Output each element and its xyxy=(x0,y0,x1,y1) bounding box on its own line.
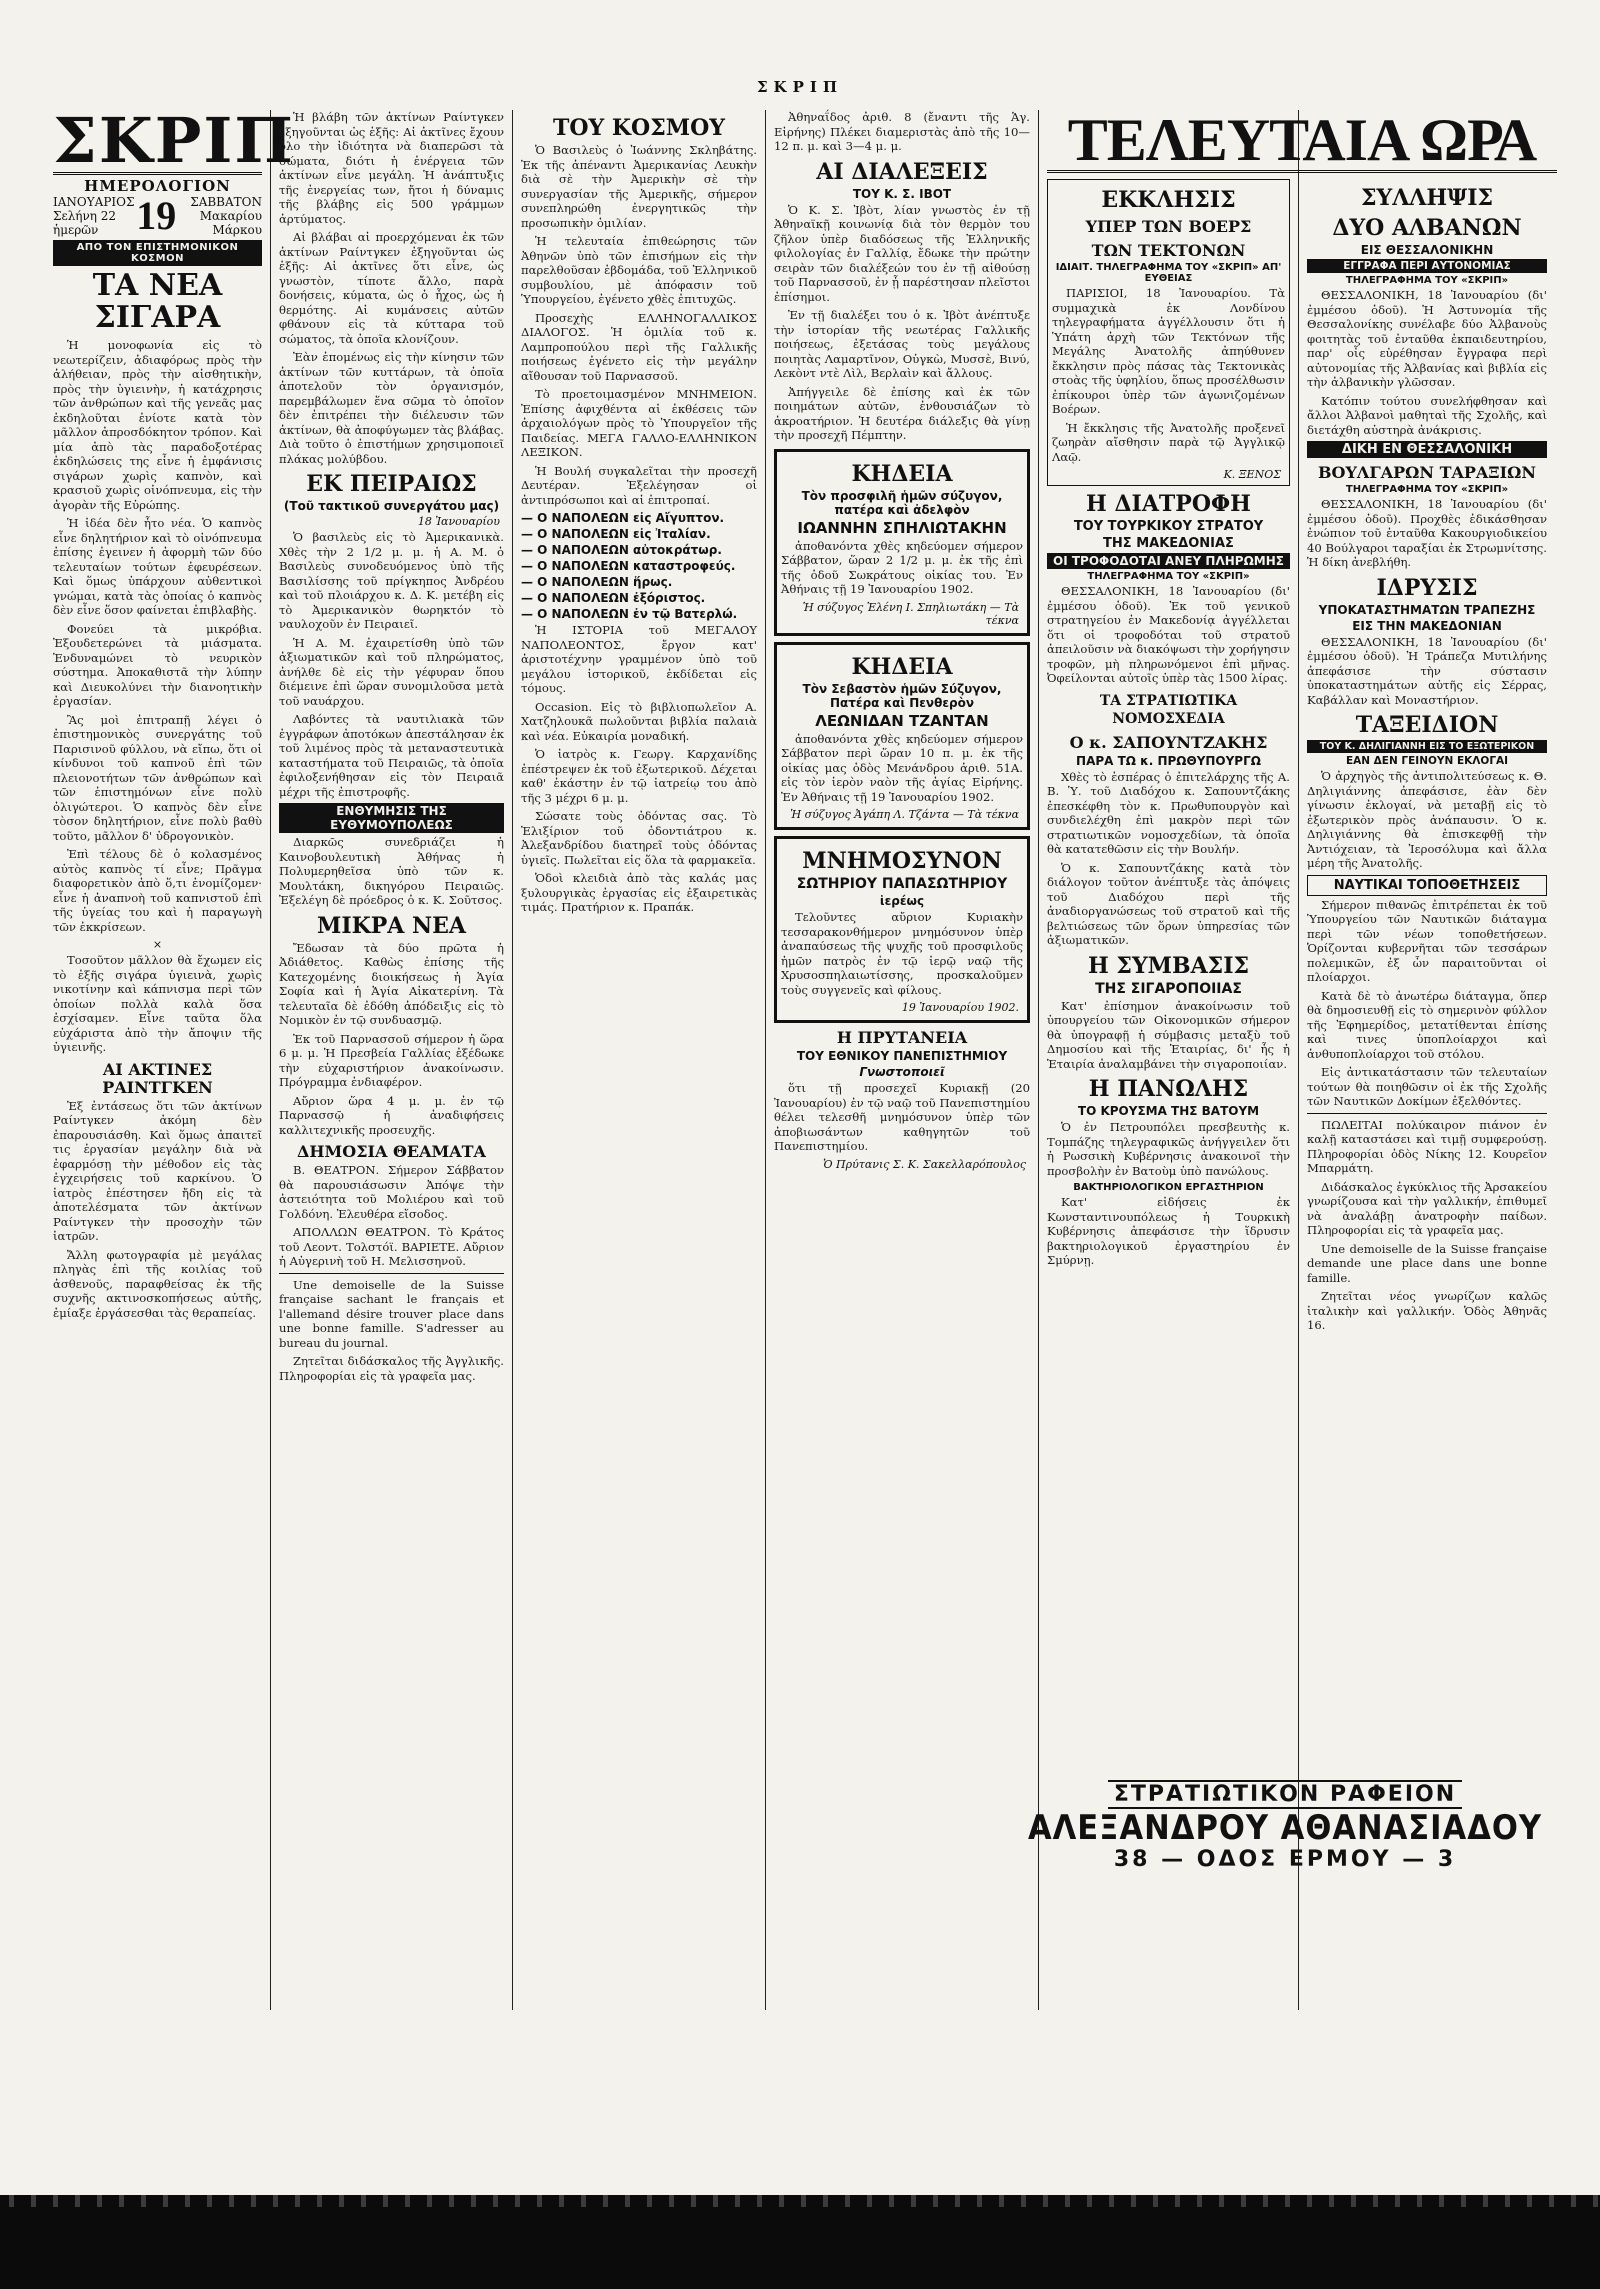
article-headline: ΤΑ ΣΤΡΑΤΙΩΤΙΚΑ ΝΟΜΟΣΧΕΔΙΑ xyxy=(1099,692,1238,727)
article-paragraph: ΘΕΣΣΑΛΟΝΙΚΗ, 18 Ἰανουαρίου (δι' ἐμμέσου ὁδοῦ). Προχθὲς ἐδικάσθησαν ἐνώπιον τοῦ ἐνταῦθα Κακουργιοδικείου 40 Βούλγαροι ταραξίαι ἐκ Στρωμνίτσης. Ἡ δίκη ἀνεβλήθη. xyxy=(1307,497,1547,569)
article-subhead: ΤΟΥ ΕΘΝΙΚΟΥ ΠΑΝΕΠΙΣΤΗΜΙΟΥ xyxy=(796,1049,1008,1063)
divider xyxy=(279,1273,504,1274)
notice-signature: Ἡ σύζυγος Ἀγάπη Λ. Τζάντα — Τὰ τέκνα xyxy=(790,808,1019,821)
article-paragraph: Διαρκῶς συνεδριάζει ἡ Καινοβουλευτικὴ Ἀθήνας ἡ Πολυμερηθεῖσα ὑπὸ τῶν κ. Μουλτάκη, δικηγόρου Πειραιῶς. Ἐξελέγη δὲ πρόεδρος ὁ κ. Κ. Σοῦτσος. xyxy=(279,835,504,907)
ad-line-2: ΑΛΕΞΑΝΔΡΟΥ ΑΘΑΝΑΣΙΑΔΟΥ xyxy=(1027,1808,1543,1848)
almanac-left xyxy=(53,195,136,237)
classified-ad: Ζητεῖται νέος γνωρίζων καλῶς ἰταλικὴν καὶ γαλλικήν. Ὁδὸς Ἀθηνᾶς 16. xyxy=(1307,1289,1547,1332)
notice-intro: Τὸν προσφιλῆ ἡμῶν σύζυγον, πατέρα καὶ ἀδελφὸν xyxy=(801,488,1003,517)
notice-text: ἀποθανόντα χθὲς κηδεύομεν σήμερον Σάββατον περὶ ὥραν 10 π. μ. ἐκ τῆς οἰκίας μας ὁδὸς Μενάνδρου ἀριθ. 51Α. εἰς τὸν ἱερὸν ναὸν τῆς ἁγίας Εἰρήνης. Ἐν Ἀθήναις τῇ 19 Ἰανουαρίου 1902. xyxy=(781,731,1023,804)
article-headline: Η ΠΑΝΩΛΗΣ xyxy=(1088,1076,1249,1102)
article-subhead: ΤΟ ΚΡΟΥΣΜΑ ΤΗΣ ΒΑΤΟΥΜ xyxy=(1077,1104,1260,1118)
article-paragraph: ΘΕΣΣΑΛΟΝΙΚΗ, 18 Ἰανουαρίου (δι' ἐμμέσου ὁδοῦ). Ἡ Ἀστυνομία τῆς Θεσσαλονίκης συνέλαβε δύο Ἀλβανοὺς φοιτητὰς τοῦ ἐνταῦθα ἐκπαιδευτηρίου, παρ' οἷς εὑρέθησαν ἔγγραφα περὶ αὐτονομίας τῆς Ἀλβανίας καὶ βιβλία εἰς τὴν ἀλβανικὴν γλῶσσαν. xyxy=(1307,288,1547,389)
almanac-right xyxy=(176,195,262,237)
article-headline: ΑΙ ΔΙΑΛΕΞΕΙΣ xyxy=(816,158,988,185)
running-head xyxy=(30,78,1570,96)
classified-ad: Ζητεῖται διδάσκαλος τῆς Ἀγγλικῆς. Πληροφορίαι εἰς τὰ γραφεῖα μας. xyxy=(279,1354,504,1383)
column-6 xyxy=(1299,110,1555,2010)
article-headline: ΤΑΞΕΙΔΙΟΝ xyxy=(1355,712,1499,738)
classified-ad: ΠΩΛΕΙΤΑΙ πολύκαιρον πιάνον ἐν καλῇ καταστάσει καὶ τιμῇ συμφερούσῃ. Πληροφορίαι ὁδὸς Νίκης 12. Κουρεῖον Μπαρμάτη. xyxy=(1307,1117,1547,1175)
article-paragraph: Ἡ Βουλή συγκαλεῖται τὴν προσεχῆ Δευτέραν. Ἐξελέγησαν οἱ ἀντιπρόσωποι καὶ αἱ ἐπιτροπαί. xyxy=(521,463,757,507)
article-paragraph: Ὁ κ. Σαπουντζάκης κατὰ τὸν διάλογον τοῦτον ἀνέπτυξε τὰς ἀπόψεις τοῦ Διαδόχου περὶ τῆς ἀναδιοργανώσεως τοῦ στρατοῦ καὶ τῆς βελτιώσεως τῶν ὅρων ὑπηρεσίας τῶν ἀξιωματικῶν. xyxy=(1047,860,1290,947)
article-paragraph: Ἐπὶ τέλους δὲ ὁ κολασμένος αὐτὸς καπνὸς τί εἶνε; Πρᾶγμα διαφορετικὸν ἀπὸ ὅ,τι ἐνομίζομεν· εἶνε ἡ ἀναπνοὴ τοῦ καπνιστοῦ ἐπὶ τῆς ὑγείας του καὶ ἡ παραγωγὴ τῶν ἐκκρίσεων. xyxy=(53,847,262,934)
list-item: — Ο ΝΑΠΟΛΕΩΝ ἐν τῷ Βατερλώ. xyxy=(521,607,738,621)
almanac-weekday: ΣΑΒΒΑΤΟΝ xyxy=(190,195,262,209)
article-paragraph: Σήμερον πιθανῶς ἐπιτρέπεται ἐκ τοῦ Ὑπουργείου τῶν Ναυτικῶν διάταγμα περὶ τῶν νέων τοποθετήσεων. Ὁρίζονται κυβερνῆται τῶν τεσσάρων πολεμικῶν, ἐξ ὧν παραιτοῦνται οἱ πλοίαρχοι. xyxy=(1307,897,1547,984)
article-paragraph: ΘΕΣΣΑΛΟΝΙΚΗ, 18 Ἰανουαρίου (δι' ἐμμέσου ὁδοῦ). Ἐκ τοῦ γενικοῦ στρατηγείου ἐν Μακεδονίᾳ ἀγγέλλεται ὅτι οἱ τροφοδόται τοῦ στρατοῦ ἀπειλοῦσιν νὰ διακόψωσι τὴν χορήγησιν τροφῶν, μὴ πληρωνόμενοι ἐπὶ μῆνας. Ὀφείλονται αὐτοῖς ὑπὲρ τὰς 1500 λίρας. xyxy=(1047,584,1290,685)
almanac-day: 19 xyxy=(136,193,177,238)
article-headline: ΑΙ ΑΚΤΙΝΕΣ ΡΑΙΝΤΓΚΕΝ xyxy=(102,1059,213,1097)
article-paragraph: Αἱ βλάβαι αἱ προερχόμεναι ἐκ τῶν ἀκτίνων Ραίντγκεν ἐξηγοῦνται ὡς ἑξῆς: Αἱ ἀκτῖνες ὅτι εἶνε, ὡς γνωστὸν, τίποτε ἄλλο, παρὰ δονήσεις, κύματα, ὡς ὁ ἦχος, ὡς ἡ θερμότης. Αἱ κυμάνσεις αὐτῶν φθάνουν εἰς τὰ κύτταρα τοῦ σώματος, τὰ ὁποῖα κλονίζουν. xyxy=(279,230,504,346)
funeral-notice xyxy=(774,449,1030,636)
article-paragraph: Ἀπήγγειλε δὲ ἐπίσης καὶ ἐκ τῶν ποιημάτων αὐτῶν, ἐνθουσιάζων τὸ ἀκροατήριον. Ἡ δευτέρα διάλεξις θὰ γίνῃ τὴν προσεχῆ Πέμπτην. xyxy=(774,384,1030,442)
article-paragraph: Ὁ Κ. Σ. Ἰβὸτ, λίαν γνωστὸς ἐν τῇ Ἀθηναϊκῇ κοινωνίᾳ διὰ τὸν θερμὸν του ζῆλον ὑπὲρ διαδόσεως τῆς Ἑλληνικῆς φιλολογίας ἐν Γαλλίᾳ, ἔδωκε τὴν πρώτην σειρὰν τῶν διαλέξεών του ἐν τῇ αἰθούσῃ τοῦ Παρνασσοῦ, ἐν ᾗ παρέστησαν πλεῖστοι ἐπίσημοι. xyxy=(774,202,1030,304)
almanac-title: ΗΜΕΡΟΛΟΓΙΟΝ xyxy=(84,177,231,195)
article-headline: Ο κ. ΣΑΠΟΥΝΤΖΑΚΗΣ xyxy=(1069,732,1268,752)
article-headline: ΤΩΝ ΤΕΚΤΟΝΩΝ xyxy=(1091,241,1246,260)
article-paragraph: Προσεχὴς ΕΛΛΗΝΟΓΑΛΛΙΚΟΣ ΔΙΑΛΟΓΟΣ. Ἡ ὁμιλία τοῦ κ. Λαμπροπούλου περὶ τῆς Γαλλικῆς ποιήσεως ἐγένετο εἰς τὴν μεγάλην αἴθουσαν τοῦ Παρνασσοῦ. xyxy=(521,310,757,383)
notice-title: ΜΝΗΜΟΣΥΝΟΝ xyxy=(802,848,1002,874)
article-list: Φονεύει τὰ μικρόβια. Ἐξουδετερώνει τὰ μιάσματα. Ἐνδυναμώνει τὸ νευρικὸν σύστημα. Ἀποκαθιστᾶ τὴν λύπην καὶ Διευκολύνει τὴν διανοητικὴν ἐργασίαν. xyxy=(53,621,262,708)
column-3 xyxy=(513,110,766,2010)
notice-title: ΚΗΔΕΙΑ xyxy=(851,653,953,680)
article-paragraph: Τοσοῦτον μᾶλλον θὰ ἔχωμεν εἰς τὸ ἑξῆς σιγάρα ὑγιεινὰ, χωρὶς νικοτίνην καὶ κάπνισμα περὶ τῶν ὁποίων πολλὰ καλὰ ὅσα ἐσχίσαμεν. Εἶνε ταῦτα ὅλα εὐχάριστα ἀπὸ τὴν ἄποψιν τῆς ὑγιεινῆς. xyxy=(53,953,262,1054)
article-subhead: ΟΙ ΤΡΟΦΟΔΟΤΑΙ ΑΝΕΥ ΠΛΗΡΩΜΗΣ xyxy=(1047,553,1290,569)
article-headline: ΕΚΚΛΗΣΙΣ xyxy=(1101,187,1236,213)
article-headline: Η ΠΡΥΤΑΝΕΙΑ xyxy=(836,1028,968,1047)
classified-ad: Une demoiselle de la Suisse française sachant le français et l'allemand désire trouver place dans une bonne famille. S'adresser au bureau du journal. xyxy=(279,1277,504,1350)
article-paragraph: Λαβόντες τὰ ναυτιλιακὰ τῶν ἐγγράφων ἀποτόκων ἀπεστάλησαν ἐκ τοῦ λιμένος πρὸς τὰ μεταναστευτικὰ καταστήματα τοῦ Πειραιῶς, τὰ ὁποῖα ἐφιλοξενήθησαν εἰς τὸν Πειραιᾶ μέχρι τῆς ἐπιστροφῆς. xyxy=(279,712,504,799)
running-title: ΣΚΡΙΠ xyxy=(756,78,844,96)
article-paragraph: Ὁ ἀρχηγὸς τῆς ἀντιπολιτεύσεως κ. Θ. Δηλιγιάννης ἀπεφάσισε, ἐὰν δὲν γίνωσιν ἐκλογαί, νὰ μεταβῇ εἰς τὸ ἐξωτερικὸν πρὸς ἀνάπαυσιν. Ὁ κ. Δηλιγιάννης θὰ ἐπισκεφθῇ τὴν Ἀντιόχειαν, τὰ Ἱεροσόλυμα καὶ ἄλλα μέρη τῆς Ἀνατολῆς. xyxy=(1307,769,1547,870)
list-item: — Ο ΝΑΠΟΛΕΩΝ καταστροφεύς. xyxy=(521,559,736,573)
article-paragraph: Ἐὰν ἐπομένως εἰς τὴν κίνησιν τῶν ἀκτίνων τῶν κυττάρων, τὰ ὁποῖα ἀποτελοῦν τὸν ὀργανισμόν, παρεμβάλωμεν ἕνα σῶμα τὸ ὁποῖον δὲν ἐπιτρέπει τὴν διέλευσιν τῶν ἀκτίνων, θὰ ἀποφύγωμεν τὰς βλάβας. Διὰ τοῦτο ὁ ἐπιστήμων χρησιμοποιεῖ πλάκας μολύβδου. xyxy=(279,350,504,466)
article-headline: ΔΙΚΗ ΕΝ ΘΕΣΣΑΛΟΝΙΚΗ xyxy=(1307,441,1547,458)
wire-credit: ΙΔΙΑΙΤ. ΤΗΛΕΓΡΑΦΗΜΑ ΤΟΥ «ΣΚΡΙΠ» ΑΠ' ΕΥΘΕΙΑΣ xyxy=(1055,262,1282,284)
article-subhead: ΕΙΣ ΘΕΣΣΑΛΟΝΙΚΗΝ xyxy=(1360,243,1494,257)
display-advertisement xyxy=(1015,1780,1555,1872)
article-paragraph: Σώσατε τοὺς ὀδόντας σας. Τὸ Ἐλιξίριον τοῦ ὀδοντιάτρου κ. Ἀλεξανδρίδου διατηρεῖ τοὺς ὀδόντας ὑγιεῖς. Πωλεῖται εἰς ὅλα τὰ φαρμακεῖα. xyxy=(521,809,757,867)
article-paragraph: Ἡ τελευταία ἐπιθεώρησις τῶν Ἀθηνῶν ὑπὸ τῶν ἐπισήμων εἰς τὴν παρελθοῦσαν ἑβδομάδα, τοῦ Ἑλληνικοῦ συμβουλίου, μὲ ἀπόφασιν τοῦ Ὑπουργείου, ἐγένετο χθὲς ἐπιτυχῶς. xyxy=(521,234,757,306)
article-paragraph: Ὁ ἰατρὸς κ. Γεωργ. Καρχανίδης ἐπέστρεψεν ἐκ τοῦ ἐξωτερικοῦ. Δέχεται καθ' ἑκάστην ἐν τῷ ἰατρείῳ του ἀπὸ τῆς 3 μέχρι 6 μ. μ. xyxy=(521,747,757,805)
notice-name: ΛΕΩΝΙΔΑΝ ΤΖΑΝΤΑΝ xyxy=(815,711,989,730)
article-paragraph: Εἰς ἀντικατάστασιν τῶν τελευταίων τούτων θὰ ποιηθῶσιν οἱ ἐκ τῆς Σχολῆς τῶν Ναυτικῶν Δοκίμων ἐξελθόντες. xyxy=(1307,1065,1547,1108)
article-paragraph: Ἐξ ἐντάσεως ὅτι τῶν ἀκτίνων Ραίντγκεν ἀκόμη δὲν ἐπαρουσιάσθη. Καὶ ὅμως ἀπαιτεῖ τις ἐργασίαν μεγάλην διὰ νὰ ἐφαρμόσῃ τὴν μέθοδον εἰς τὰς ἐγχειρήσεις τοῦ καρκίνου. Ὁ ἰατρὸς ἐπέστησεν ἤδη εἰς τὰ ἀποτελέσματα τῶν ἀκτίνων Ραίντγκεν τὴν προσοχὴν τῶν ἰατρῶν. xyxy=(53,1098,262,1243)
article-headline: ΜΙΚΡΑ ΝΕΑ xyxy=(317,912,466,939)
article-paragraph: ὅτι τῇ προσεχεῖ Κυριακῇ (20 Ἰανουαρίου) ἐν τῷ ναῷ τοῦ Πανεπιστημίου θέλει τελεσθῆ μνημόσυνον ὑπὲρ τῶν ἀποβιωσάντων καθηγητῶν τοῦ Πανεπιστημίου. xyxy=(774,1081,1030,1153)
article-headline: ΙΔΡΥΣΙΣ xyxy=(1376,574,1478,601)
section-banner: ΑΠΟ ΤΟΝ ΕΠΙΣΤΗΜΟΝΙΚΟΝ ΚΟΣΜΟΝ xyxy=(53,240,262,266)
article-paragraph: Ἐν τῇ διαλέξει του ὁ κ. Ἰβὸτ ἀνέπτυξε τὴν ἱστορίαν τῆς νεωτέρας Γαλλικῆς ποιήσεως, ἐξετάσας τοὺς μεγάλους ποιητὰς Λαμαρτῖνον, Οὐγκὼ, Μυσσὲ, Βινύ, Λεκὸντ ντὲ Λὶλ, Βερλαὶν καὶ ἄλλους. xyxy=(774,308,1030,380)
article-subhead: ΒΑΚΤΗΡΙΟΛΟΓΙΚΟΝ ΕΡΓΑΣΤΗΡΙΟΝ xyxy=(1073,1182,1264,1193)
article-paragraph: Ἡ Α. Μ. ἐχαιρετίσθη ὑπὸ τῶν ἀξιωματικῶν καὶ τοῦ πληρώματος, ἀνήλθε δὲ εἰς τὴν γέφυραν ὅπου διέμεινε ἐπὶ ὥραν συνομιλοῦσα μετὰ τοῦ ναυάρχου. xyxy=(279,635,504,708)
article-paragraph: Τὸ προετοιμασμένον ΜΝΗΜΕΙΟΝ. Ἐπίσης ἀφιχθέντα αἱ ἐκθέσεις τῶν ἀρχαιολόγων πρὸς τὸ Ὑπουργεῖον τῆς Παιδείας. ΜΕΓΑ ΓΑΛΛΟ-ΕΛΛΗΝΙΚΟΝ ΛΕΞΙΚΟΝ. xyxy=(521,387,757,459)
article-headline: Η ΔΙΑΤΡΟΦΗ xyxy=(1086,491,1251,517)
article-subhead: ΥΠΟΚΑΤΑΣΤΗΜΑΤΩΝ ΤΡΑΠΕΖΗΣ xyxy=(1318,602,1536,617)
notice-name: ΣΩΤΗΡΙΟΥ ΠΑΠΑΣΩΤΗΡΙΟΥ xyxy=(796,876,1008,892)
article-subhead: ΕΓΓΡΑΦΑ ΠΕΡΙ ΑΥΤΟΝΟΜΙΑΣ xyxy=(1307,259,1547,273)
article-paragraph: Ὁ Βασιλεὺς ὁ Ἰωάννης Σκληβάτης. Ἐκ τῆς ἀπέναντι Ἀμερικανίας Λευκὴν διὰ σὲ τὴν Ἀμερικὴν σὲ τὴν συνεργασίαν τῆς Ἀμερικῆς, σήμερον συνεπληρώθη ἐνεργητικῶς τὴν προσωπικὴν ὁμιλίαν. xyxy=(521,143,757,230)
notice-intro: Τὸν Σεβαστὸν ἡμῶν Σύζυγον, Πατέρα καὶ Πενθερὸν xyxy=(802,681,1002,710)
article-headline: ΔΗΜΟΣΙΑ ΘΕΑΜΑΤΑ xyxy=(297,1142,486,1161)
almanac-saint: Μακαρίου Μάρκου xyxy=(199,209,262,237)
article-subhead: Γνωστοποιεῖ xyxy=(859,1065,945,1079)
article-paragraph: ΑΠΟΛΛΩΝ ΘΕΑΤΡΟΝ. Τὸ Κράτος τοῦ Λεοντ. Τολστόϊ. ΒΑΡΙΕΤΕ. Αὔριον ἡ Αὐγερινὴ τοῦ Η. Μελισσηνοῦ. xyxy=(279,1225,504,1268)
notice-role: ἱερέως xyxy=(879,894,925,908)
article-paragraph: Β. ΘΕΑΤΡΟΝ. Σήμερον Σάββατον θὰ παρουσιάσωσιν Ἀπόψε τὴν ἀστειότητα τοῦ Μολιέρου καὶ τοῦ Γολδόνη. Ἐλευθέρα εἴσοδος. xyxy=(279,1163,504,1221)
list-item: — Ο ΝΑΠΟΛΕΩΝ εἰς Αἴγυπτον. xyxy=(521,511,725,525)
article-paragraph: Αὔριον ὥρα 4 μ. μ. ἐν τῷ Παρνασσῷ ἡ ἀναδιφήσεις καλλιτεχνικῆς προσευχῆς. xyxy=(279,1093,504,1137)
article-paragraph: Ὁ ἐν Πετρουπόλει πρεσβευτὴς κ. Τομπάζης τηλεγραφικῶς ἀνήγγειλεν ὅτι ἡ Ρωσσικὴ Κυβέρνησις ἀνακοινοῖ τὴν προσβολὴν ἐν Βατοὺμ ὑπὸ πανώλους. xyxy=(1047,1120,1290,1178)
article-paragraph: Ἡ βλάβη τῶν ἀκτίνων Ραίντγκεν ἐξηγοῦνται ὡς ἑξῆς: Αἱ ἀκτῖνες ἔχουν ὅλο τὴν ἰδιότητα νὰ διαπερῶσι τὰ σώματα, διότι ἡ ἐνέργεια τῶν ἀκτίνων εἶνε μεγάλη. Ἡ ἀνάπτυξις τῆς ἐνεργείας των, ἤτοι ἡ δύναμις τῆς βλάβης εἰς 500 γράμμων ἀρτύματος. xyxy=(279,110,504,226)
notice-title: ΚΗΔΕΙΑ xyxy=(851,460,953,487)
list-item: — Ο ΝΑΠΟΛΕΩΝ αὐτοκράτωρ. xyxy=(521,543,722,557)
article-dateline: 18 Ἰανουαρίου xyxy=(417,515,500,528)
separator: × xyxy=(152,938,163,951)
article-paragraph: Κατ' ἐπίσημον ἀνακοίνωσιν τοῦ ὑπουργείου τῶν Οἰκονομικῶν σήμερον θὰ ὑπογραφῇ ἡ σύμβασις μεταξὺ τοῦ Δημοσίου καὶ τῆς Ἑταιρίας, δι' ἧς ἡ Ἑταιρία ἀναλαμβάνει τὴν σιγαροποιίαν. xyxy=(1047,998,1290,1071)
classified-ad: Διδάσκαλος ἐγκύκλιος τῆς Ἀρσακείου γνωρίζουσα καὶ τὴν γαλλικήν, ἐπιθυμεῖ νὰ ἀναλάβῃ ἀνατροφὴν παίδων. Πληροφορίαι εἰς τὰ γραφεῖα μας. xyxy=(1307,1179,1547,1237)
notice-date: 19 Ἰανουαρίου 1902. xyxy=(901,1001,1019,1014)
article-headline: ΕΚ ΠΕΙΡΑΙΩΣ xyxy=(306,471,477,497)
article-paragraph: Occasion. Εἰς τὸ βιβλιοπωλεῖον Α. Χατζηλουκᾶ πωλοῦνται βιβλία παλαιὰ καὶ νέα. Εὐκαιρία μοναδική. xyxy=(521,699,757,743)
funeral-notice xyxy=(774,642,1030,831)
column-2 xyxy=(271,110,513,2010)
masthead: ΣΚΡΙΠ xyxy=(53,104,295,177)
article-headline: ΝΑΥΤΙΚΑΙ ΤΟΠΟΘΕΤΗΣΕΙΣ xyxy=(1307,875,1547,896)
article-paragraph: Χθὲς τὸ ἑσπέρας ὁ ἐπιτελάρχης τῆς Α. Β. Ὑ. τοῦ Διαδόχου κ. Σαπουντζάκης ἐπεσκέφθη τὸν κ. Πρωθυπουργὸν καὶ συνδιελέχθη ἐπὶ μακρὸν περὶ τῶν στρατιωτικῶν νομοσχεδίων, τὰ ὁποῖα θὰ κατατεθῶσιν εἰς τὴν Βουλήν. xyxy=(1047,769,1290,856)
article-paragraph: Κατ' εἰδήσεις ἐκ Κωνσταντινουπόλεως ἡ Τουρκικὴ Κυβέρνησις ἀπεφάσισε τὴν ἵδρυσιν βακτηριολογικοῦ ἐργαστηρίου ἐν Σμύρνῃ. xyxy=(1047,1195,1290,1267)
almanac-month: ΙΑΝΟΥΑΡΙΟΣ xyxy=(53,195,135,209)
article-subhead: ΠΑΡΑ ΤΩ κ. ΠΡΩΘΥΠΟΥΡΓΩ xyxy=(1076,753,1261,768)
article-paragraph: Ὁδοὶ κλειδιὰ ἀπὸ τὰς καλάς μας ξυλουργικὰς ἐργασίας εἰς ἐξαιρετικὰς τιμάς. Πρατήριον κ. Πραπάκ. xyxy=(521,871,757,914)
article-headline: ΥΠΕΡ ΤΩΝ ΒΟΕΡΣ xyxy=(1085,217,1252,236)
almanac xyxy=(53,195,262,237)
page-columns xyxy=(45,104,1555,2010)
article-subhead: (Τοῦ τακτικοῦ συνεργάτου μας) xyxy=(283,499,500,513)
notice-signature: Ἡ σύζυγος Ἑλένη Ι. Σπηλιωτάκη — Τὰ τέκνα xyxy=(802,600,1019,627)
wire-credit: ΤΗΛΕΓΡΑΦΗΜΑ ΤΟΥ «ΣΚΡΙΠ» xyxy=(1345,275,1509,286)
boxed-article xyxy=(1047,179,1290,486)
article-headline: ΤΟΥ ΚΟΣΜΟΥ xyxy=(553,115,725,141)
divider xyxy=(1307,1113,1547,1114)
section-title: ΤΕΛΕΥΤΑΙΑ ΩΡΑ xyxy=(1047,110,1557,173)
memorial-notice xyxy=(774,836,1030,1023)
article-paragraph: Ἔδωσαν τὰ δύο πρῶτα ἡ Ἀδιάθετος. Καθὼς ἐπίσης τῆς Κατεχομένης διοικήσεως ἡ Ἁγία Σοφία καὶ ἡ Ἁγία Αἰκατερίνη. Τὰ τελευταῖα δὲ ἐδόθη ἀπόδειξις εἰς τὸ Νομικὸν ἐν τῷ συνδυασμῷ. xyxy=(279,940,504,1027)
article-paragraph: Ἡ ΙΣΤΟΡΙΑ τοῦ ΜΕΓΑΛΟΥ ΝΑΠΟΛΕΟΝΤΟΣ, ἔργον κατ' ἀριστοτέχνην γραμμένον ὑπὸ τοῦ μεγάλου ἱστορικοῦ, ἐκδίδεται εἰς τόμους. xyxy=(521,623,757,695)
list-item: — Ο ΝΑΠΟΛΕΩΝ ἥρως. xyxy=(521,575,673,589)
section-banner: ΕΝΘΥΜΗΣΙΣ ΤΗΣ ΕΥΘΥΜΟΥΠΟΛΕΩΣ xyxy=(279,803,504,833)
list-item: — Ο ΝΑΠΟΛΕΩΝ ἐξόριστος. xyxy=(521,591,706,605)
article-paragraph: Ἄλλη φωτογραφία μὲ μεγάλας πληγὰς ἐπὶ τῆς κοιλίας τοῦ ἀσθενοῦς, παραφθείσας ἐκ τῆς συχνῆς ακτινοσκοπήσεως αὐτῆς, ἐμίαξε ἐργάσεσθαι τὰς θεραπείας. xyxy=(53,1247,262,1320)
notice-text: Τελοῦντες αὔριον Κυριακὴν τεσσαρακονθήμερον μνημόσυνον ὑπὲρ ἀναπαύσεως τῆς ψυχῆς τοῦ προσφιλοῦς ἡμῶν πατρὸς ἐν τῷ ἱερῷ ναῷ τῆς Χρυσοσπηλαιωτίσσης, προσκαλοῦμεν τοὺς συγγενεῖς καὶ φίλους. xyxy=(781,910,1023,997)
article-paragraph: Ἐκ τοῦ Παρνασσοῦ σήμερον ἡ ὥρα 6 μ. μ. Ἡ Πρεσβεία Γαλλίας ἐξέδωκε τὴν εὐχαριστήριον ἀνακοίνωσιν. Πρόγραμμα ἐνδιαφέρον. xyxy=(279,1031,504,1089)
article-paragraph: Ὁ βασιλεὺς εἰς τὸ Ἀμερικανικὰ. Χθὲς τὴν 2 1/2 μ. μ. ἡ Α. Μ. ὁ Βασιλεὺς συνοδευόμενος ὑπὸ τῆς Βασιλίσσης τοῦ πρίγκηπος Ἀνδρέου καὶ τοῦ πλοιάρχου κ. Δ. Κ. μετέβη εἰς τὸ Ἀμερικανικὸν θωρηκτόν τὸ ναυλοχοῦν ἐν Πειραιεῖ. xyxy=(279,530,504,631)
article-headline: ΒΟΥΛΓΑΡΩΝ ΤΑΡΑΞΙΩΝ xyxy=(1318,463,1536,482)
article-paragraph: Ἂς μοὶ ἐπιτραπῇ λέγει ὁ ἐπιστημονικὸς συνεργάτης τοῦ Παρισινοῦ φύλλου, νὰ εἴπω, ὅτι οἱ κίνδυνοι τοῦ καπνοῦ ἐπὶ τῶν πλειονοτήτων τῶν ἀνθρώπων καὶ τῶν ἐπιστημόνων εἶνε πολὺ ὀλιγώτεροι. Ὁ καπνὸς δὲν εἶνε τὸσον δηλητήριον, εἶνε πολὺ βαθὺ τοῦτο, μᾶλλον δ' ὑδρογονικὸν. xyxy=(53,712,262,843)
article-headline: Η ΣΥΜΒΑΣΙΣ xyxy=(1087,952,1250,979)
article-paragraph: Ἀθηναΐδος ἀριθ. 8 (ἔναντι τῆς Ἁγ. Εἰρήνης) Πλέκει διαμεριστὰς ἀπὸ τῆς 10—12 π. μ. καὶ 3—4 μ. μ. xyxy=(774,110,1030,153)
notice-name: ΙΩΑΝΝΗΝ ΣΠΗΛΙΩΤΑΚΗΝ xyxy=(797,518,1007,537)
article-paragraph: Ἡ μονοφωνία εἰς τὸ νεωτερίζειν, ἀδιαφόρως πρὸς τὴν ἀλήθειαν, πρὸς τὴν αἰσθητικὴν, πρὸς τὴν ὑγιεινὴν, ἡ κατάχρησις τῶν ἀνθρώπων καὶ τῆς γενεᾶς μας ἐκδηλοῦται ἐνίοτε κατὰ τὸν μᾶλλον ἀπροσδόκητον τρόπον. Καὶ μία ἀπὸ τὰς παραδοξοτέρας ἐκδηλώσεις της εἶνε ἡ ἐμφάνισις σιγάρων χωρὶς καπνὸν, καὶ κρασιοῦ χωρὶς οἰνόπνευμα, εἰς τὴν ἀγορὰν τῆς Εὐρώπης. xyxy=(53,338,262,512)
article-headline: ΔΥΟ ΑΛΒΑΝΩΝ xyxy=(1332,215,1522,241)
article-paragraph: Κατὰ δὲ τὸ ἀνωτέρω διάταγμα, ὅπερ θὰ δημοσιευθῇ εἰς τὸ σημερινὸν φύλλον τῆς Ἐφημερίδος, μετατίθενται ἐπίσης καὶ τινες ὑποπλοίαρχοι καὶ ἀνθυποπλοίαρχοι τοῦ στόλου. xyxy=(1307,988,1547,1061)
article-subhead: ΤΗΣ ΣΙΓΑΡΟΠΟΙΙΑΣ xyxy=(1095,980,1242,997)
article-paragraph: Ἡ ἰδέα δὲν ἦτο νέα. Ὁ καπνὸς εἶνε δηλητήριον καὶ τὸ οἰνόπνευμα ἐπίσης ἐγεινεν ἡ ἀφορμὴ τῶν δύο τελευταίων τούτων ἐφευρέσεων. Καὶ ὅμως ὑπάρχουν αὐθεντικοὶ γνώμαι, κατὰ τὰς ὁποίας ὁ καπνὸς δὲν εἶνε ὅσον φαίνεται ἐπιβλαβὴς. xyxy=(53,516,262,617)
article-paragraph: Ἡ ἔκκλησις τῆς Ἀνατολῆς προξενεῖ ζωηρὰν αἴσθησιν παρὰ τῷ Ἀγγλικῷ Λαῷ. xyxy=(1052,420,1285,464)
list-item: — Ο ΝΑΠΟΛΕΩΝ εἰς Ἰταλίαν. xyxy=(521,527,711,541)
ad-line-3: 38 — ΟΔΟΣ ΕΡΜΟΥ — 3 xyxy=(1113,1847,1457,1872)
article-paragraph: ΘΕΣΣΑΛΟΝΙΚΗ, 18 Ἰανουαρίου (δι' ἐμμέσου ὁδοῦ). Ἡ Τράπεζα Μυτιλήνης ἀπεφάσισε τὴν σύστασιν ὑποκαταστημάτων αὐτῆς εἰς Σέρρας, Καβάλλαν καὶ Μοναστήριον. xyxy=(1307,634,1547,707)
article-subhead: ΕΙΣ ΤΗΝ ΜΑΚΕΔΟΝΙΑΝ xyxy=(1352,618,1502,633)
column-1 xyxy=(45,104,295,2010)
wire-credit: ΤΗΛΕΓΡΑΦΗΜΑ ΤΟΥ «ΣΚΡΙΠ» xyxy=(1345,484,1509,495)
column-4 xyxy=(766,110,1039,2010)
article-signature: Ὁ Πρύτανις Σ. Κ. Σακελλαρόπουλος xyxy=(823,1157,1026,1171)
article-headline: ΤΑ ΝΕΑ ΣΙΓΑΡΑ xyxy=(92,268,223,335)
almanac-moon: Σελήνη 22 ἡμερῶν xyxy=(53,209,117,237)
notice-text: ἀποθανόντα χθὲς κηδεύομεν σήμερον Σάββατον, ὥραν 2 1/2 μ. μ. ἐκ τῆς ἐπὶ τῆς ὁδοῦ Σωκράτους οἰκίας του. Ἐν Ἀθήναις τῇ 19 Ἰανουαρίου 1902. xyxy=(781,538,1023,596)
classified-ad: Une demoiselle de la Suisse française demande une place dans une bonne famille. xyxy=(1307,1241,1547,1285)
article-headline: ΣΥΛΛΗΨΙΣ xyxy=(1360,185,1494,211)
article-subhead: ΤΟΥ Κ. Σ. ΙΒΟΤ xyxy=(852,186,952,201)
article-paragraph: ΠΑΡΙΣΙΟΙ, 18 Ἰανουαρίου. Τὰ συμμαχικὰ ἐκ Λονδίνου τηλεγραφήματα ἀγγέλλουσιν ὅτι ἡ Ὑπάτη ἀρχὴ τῶν Τεκτόνων τῆς Μεγάλης Ἀνατολῆς ἀπηύθυνεν ἔκκλησιν πρὸς πάσας τὰς Τεκτονικὰς στοὰς τῆς ὑφηλίου, ὅπως προσέλθωσιν ἐπίκουροι ὑπὲρ τῶν ἀγωνιζομένων Βοέρων. xyxy=(1052,286,1285,416)
article-signature: Κ. ΞΕΝΟΣ xyxy=(1223,468,1281,481)
article-subhead: ΤΗΣ ΜΑΚΕΔΟΝΙΑΣ xyxy=(1103,536,1234,551)
ad-line-1: ΣΤΡΑΤΙΩΤΙΚΟΝ ΡΑΦΕΙΟΝ xyxy=(1108,1780,1462,1809)
article-subhead: ΤΟΥ ΤΟΥΡΚΙΚΟΥ ΣΤΡΑΤΟΥ xyxy=(1073,519,1264,534)
article-subhead: ΕΑΝ ΔΕΝ ΓΕΙΝΟΥΝ ΕΚΛΟΓΑΙ xyxy=(1345,755,1509,767)
wire-credit: ΤΗΛΕΓΡΑΦΗΜΑ ΤΟΥ «ΣΚΡΙΠ» xyxy=(1087,571,1250,582)
scan-edge-band xyxy=(0,2195,1600,2289)
article-paragraph: Κατόπιν τούτου συνελήφθησαν καὶ ἄλλοι Ἀλβανοὶ μαθηταὶ τῆς Σχολῆς, καὶ διετάχθη αὐστηρὰ ἀνάκρισις. xyxy=(1307,393,1547,437)
article-subhead: ΤΟΥ Κ. ΔΗΛΙΓΙΑΝΝΗ ΕΙΣ ΤΟ ΕΞΩΤΕΡΙΚΟΝ xyxy=(1307,740,1547,753)
